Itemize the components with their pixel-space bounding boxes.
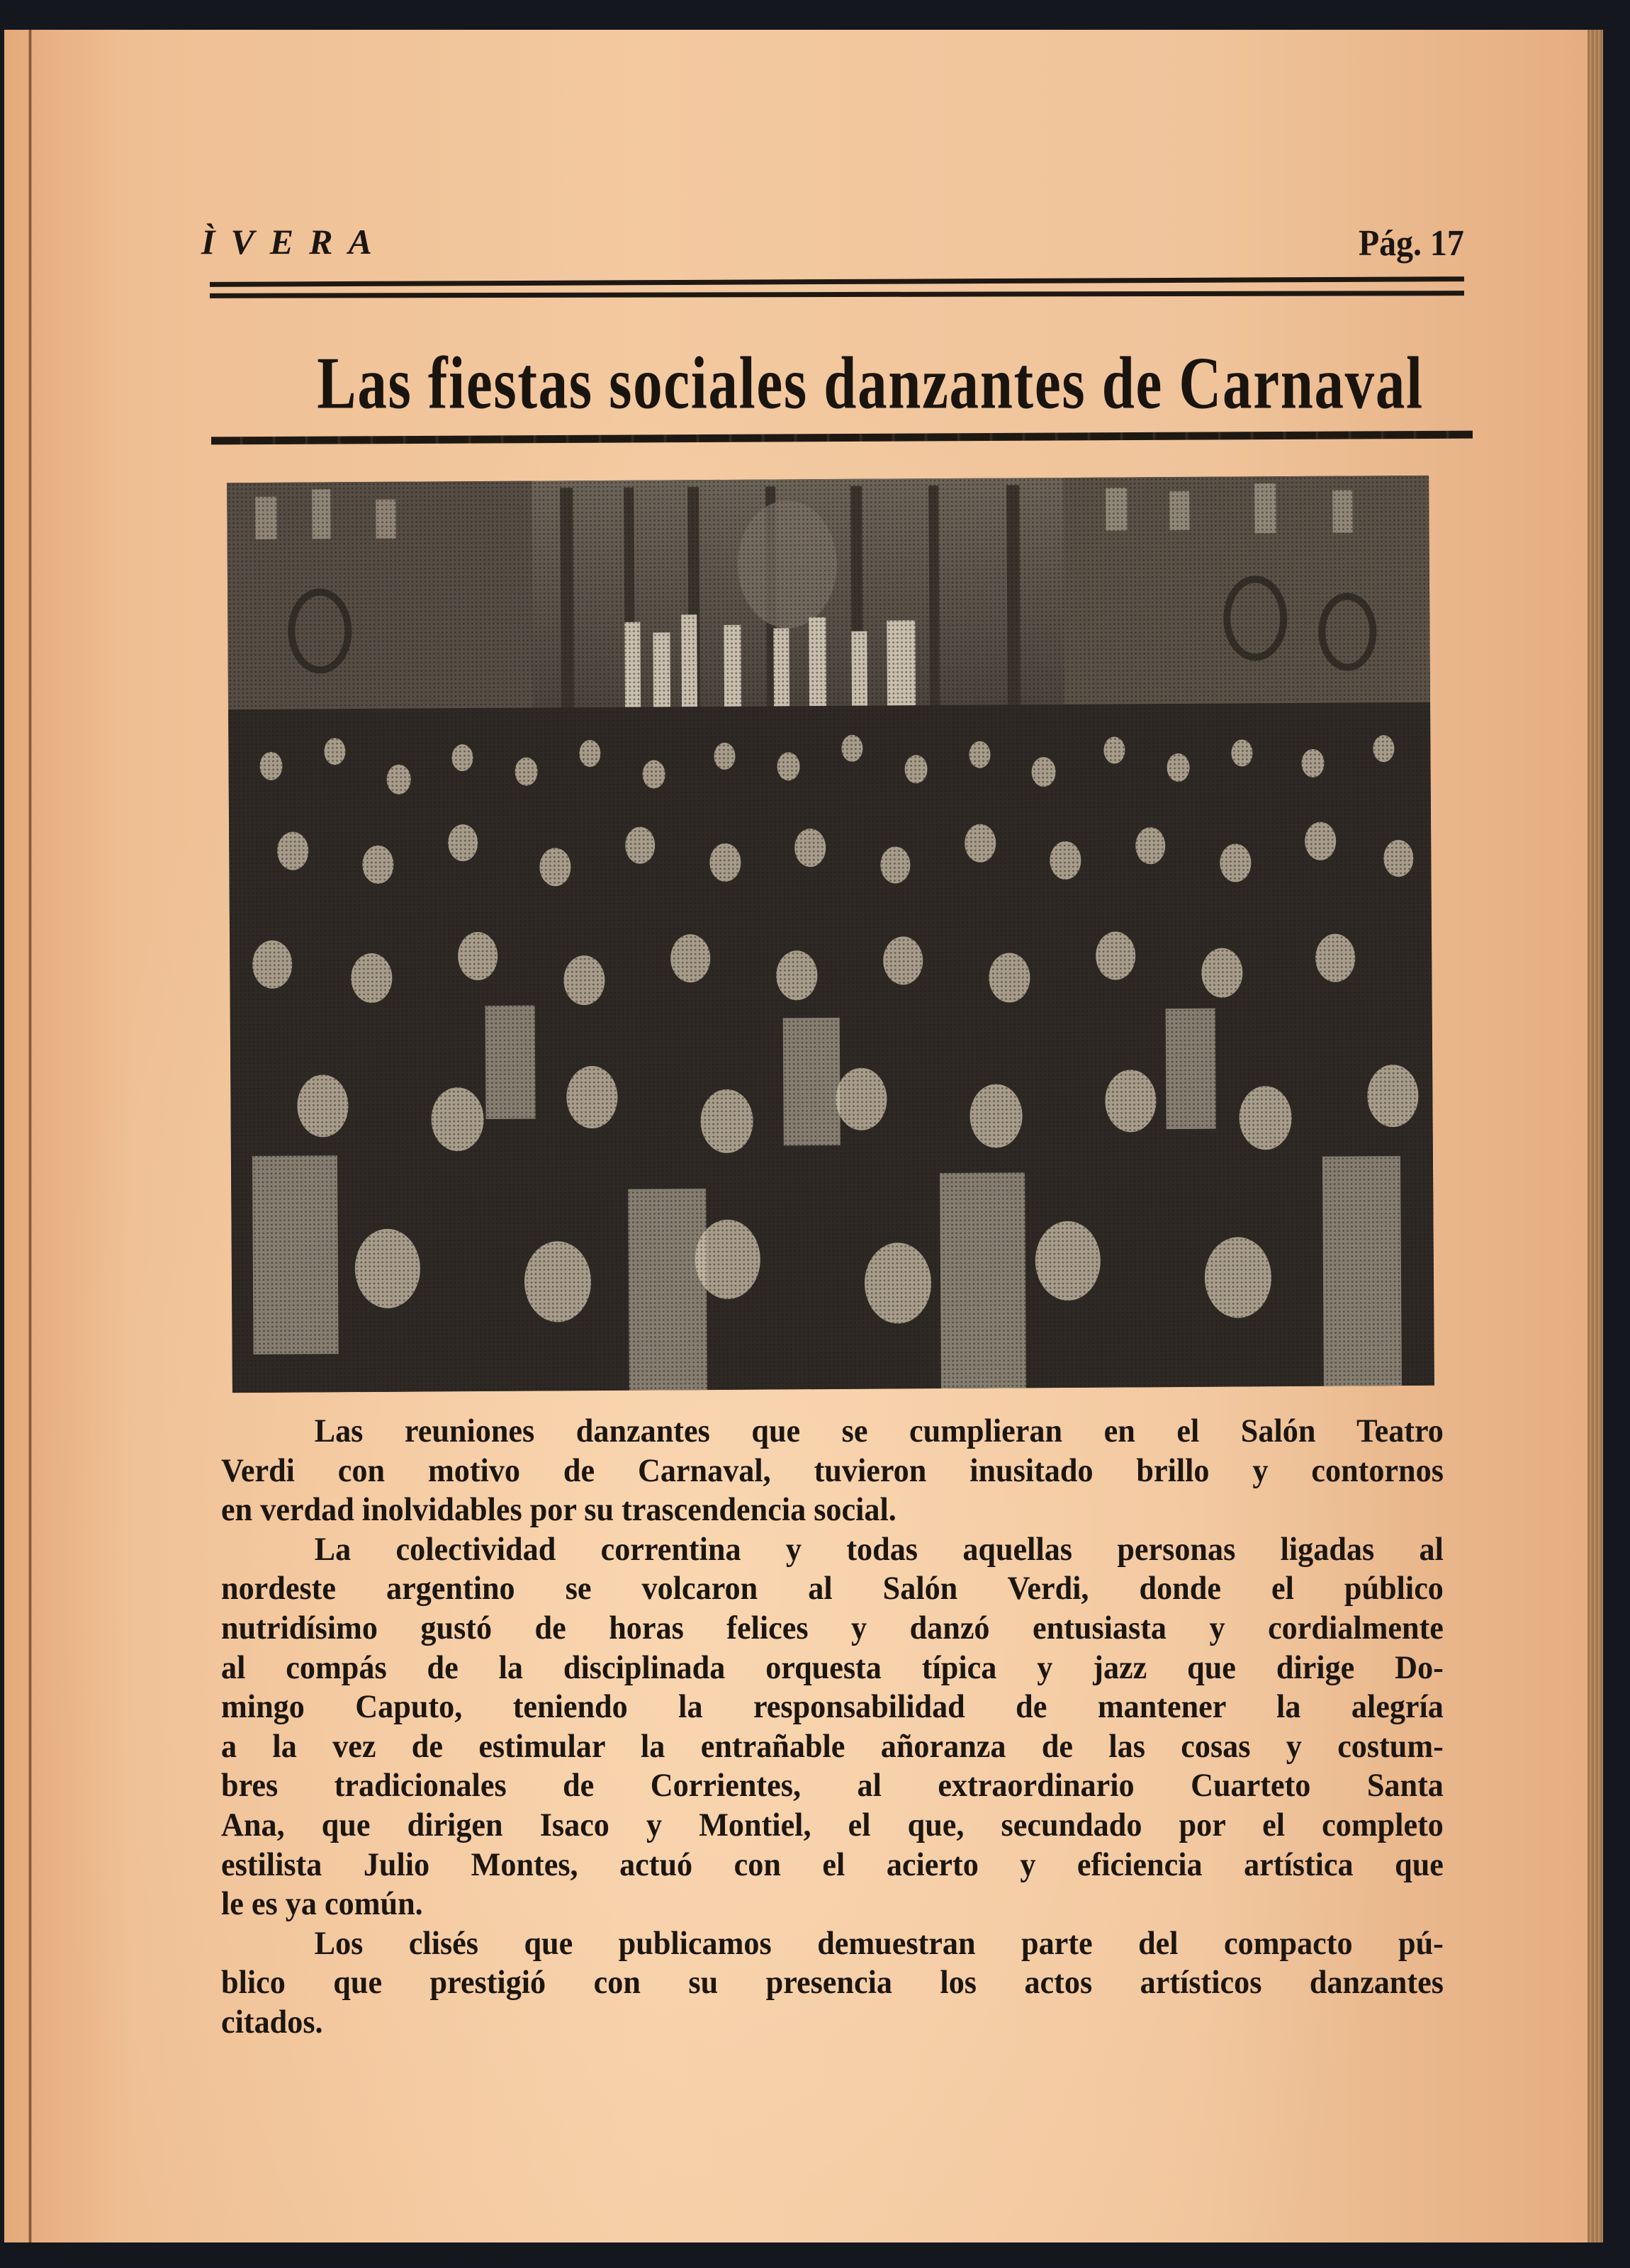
photo-illustration — [227, 476, 1434, 1393]
body-line: Verdi con motivo de Carnaval, tuvieron inusitado brillo y contornos — [221, 1452, 1444, 1489]
body-line: nutridísimo gustó de horas felices y danzó entusiasta y cordialmente — [221, 1609, 1444, 1646]
body-line: en verdad inolvidables por su trascendencia social. — [221, 1491, 896, 1529]
body-line: Las reuniones danzantes que se cumplieran en el Salón Teatro — [314, 1413, 1444, 1449]
body-line: Los clisés que publicamos demuestran parte del compacto pú- — [314, 1924, 1444, 1962]
title-rule — [211, 431, 1473, 445]
crowd-dancing-photo — [227, 476, 1434, 1393]
header-rule-top — [210, 276, 1464, 287]
body-line: estilista Julio Montes, actuó con el acierto y eficiencia artística que — [221, 1846, 1444, 1883]
article-title: Las fiestas sociales danzantes de Carnaval — [317, 342, 1424, 425]
body-line: mingo Caputo, teniendo la responsabilidad de mantener la alegría — [221, 1688, 1444, 1726]
running-head: ÌVERA — [201, 222, 388, 262]
header-rule-bottom — [210, 291, 1464, 298]
body-line: Ana, que dirigen Isaco y Montiel, el que, secundado por el completo — [221, 1806, 1444, 1843]
paragraph-1 — [221, 1412, 1497, 1530]
body-line: La colectividad correntina y todas aquellas personas ligadas al — [314, 1530, 1444, 1568]
page-edge — [1587, 30, 1603, 2242]
body-line: le es ya común. — [221, 1885, 423, 1923]
paragraph-2 — [221, 1530, 1497, 1924]
body-line: al compás de la disciplinada orquesta típica y jazz que dirige Do- — [221, 1649, 1444, 1686]
body-line: blico que prestigió con su presencia los actos artísticos danzantes — [221, 1964, 1444, 2002]
binding-line — [28, 30, 32, 2242]
magazine-page — [4, 30, 1603, 2242]
page-number: Pág. 17 — [1359, 223, 1464, 264]
body-line: citados. — [221, 2003, 323, 2040]
article-body — [221, 1412, 1497, 2043]
paragraph-3 — [221, 1924, 1497, 2043]
body-line: nordeste argentino se volcaron al Salón Verdi, donde el público — [221, 1570, 1444, 1607]
body-line: bres tradicionales de Corrientes, al extraordinario Cuarteto Santa — [221, 1767, 1444, 1804]
body-line: a la vez de estimular la entrañable añoranza de las cosas y costum- — [221, 1727, 1444, 1765]
